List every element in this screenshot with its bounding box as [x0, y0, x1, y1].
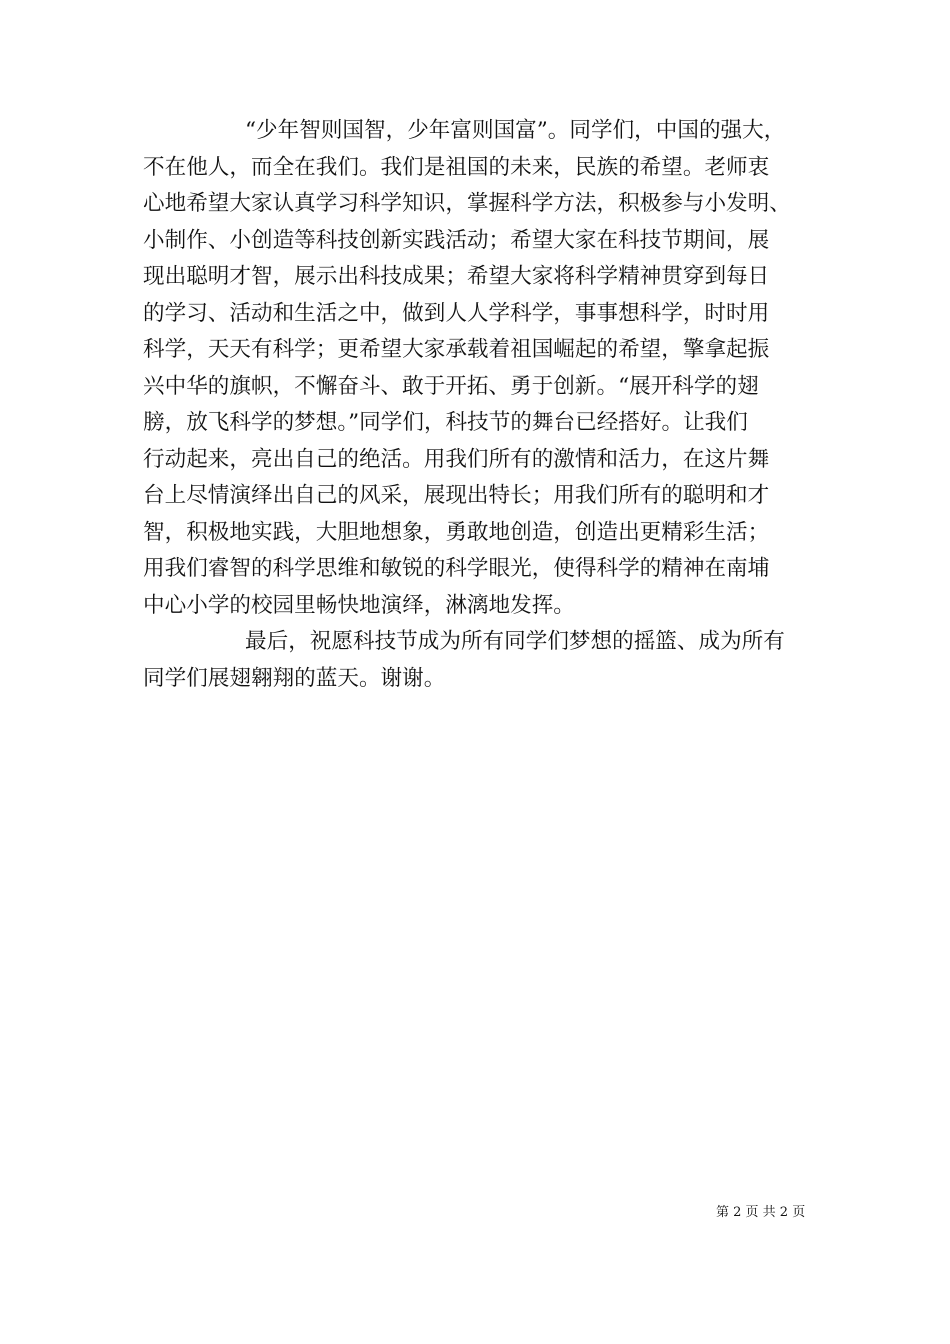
- text-line: 现出聪明才智，展示出科技成果；希望大家将科学精神贯穿到每日: [143, 264, 770, 289]
- text-line: 行动起来，亮出自己的绝活。用我们所有的激情和活力，在这片舞: [143, 446, 770, 472]
- text-line: 心地希望大家认真学习科学知识，掌握科学方法，积极参与小发明、: [143, 191, 791, 216]
- paragraph-1: [143, 113, 807, 624]
- text-line: 的学习、活动和生活之中，做到人人学科学，事事想科学，时时用: [143, 300, 770, 326]
- page-number-footer: 第 2 页 共 2 页: [716, 1205, 806, 1220]
- paragraph-2: [143, 624, 807, 697]
- text-line: 科学，天天有科学；更希望大家承载着祖国崛起的希望，擎拿起振: [143, 337, 770, 362]
- text-line: 中心小学的校园里畅快地演绎，淋漓地发挥。: [143, 592, 575, 618]
- text-line: 不在他人，而全在我们。我们是祖国的未来，民族的希望。老师衷: [143, 154, 770, 180]
- text-line: “少年智则国智，少年富则国富”。同学们，中国的强大，: [245, 118, 786, 143]
- text-line: 台上尽情演绎出自己的风采，展现出特长；用我们所有的聪明和才: [143, 483, 770, 508]
- text-line: 用我们睿智的科学思维和敏锐的科学眼光，使得科学的精神在南埔: [143, 556, 770, 581]
- text-line: 兴中华的旗帜，不懈奋斗、敢于开拓、勇于创新。“展开科学的翅: [143, 373, 759, 399]
- text-line: 小制作、小创造等科技创新实践活动；希望大家在科技节期间，展: [143, 227, 770, 253]
- text-line: 最后，祝愿科技节成为所有同学们梦想的摇篮、成为所有: [245, 629, 785, 654]
- text-line: 膀，放飞科学的梦想。”同学们，科技节的舞台已经搭好。让我们: [143, 410, 748, 435]
- text-line: 同学们展翅翱翔的蓝天。谢谢。: [143, 665, 446, 691]
- document-body: [143, 113, 807, 697]
- text-line: 智，积极地实践，大胆地想象，勇敢地创造，创造出更精彩生活；: [143, 519, 770, 545]
